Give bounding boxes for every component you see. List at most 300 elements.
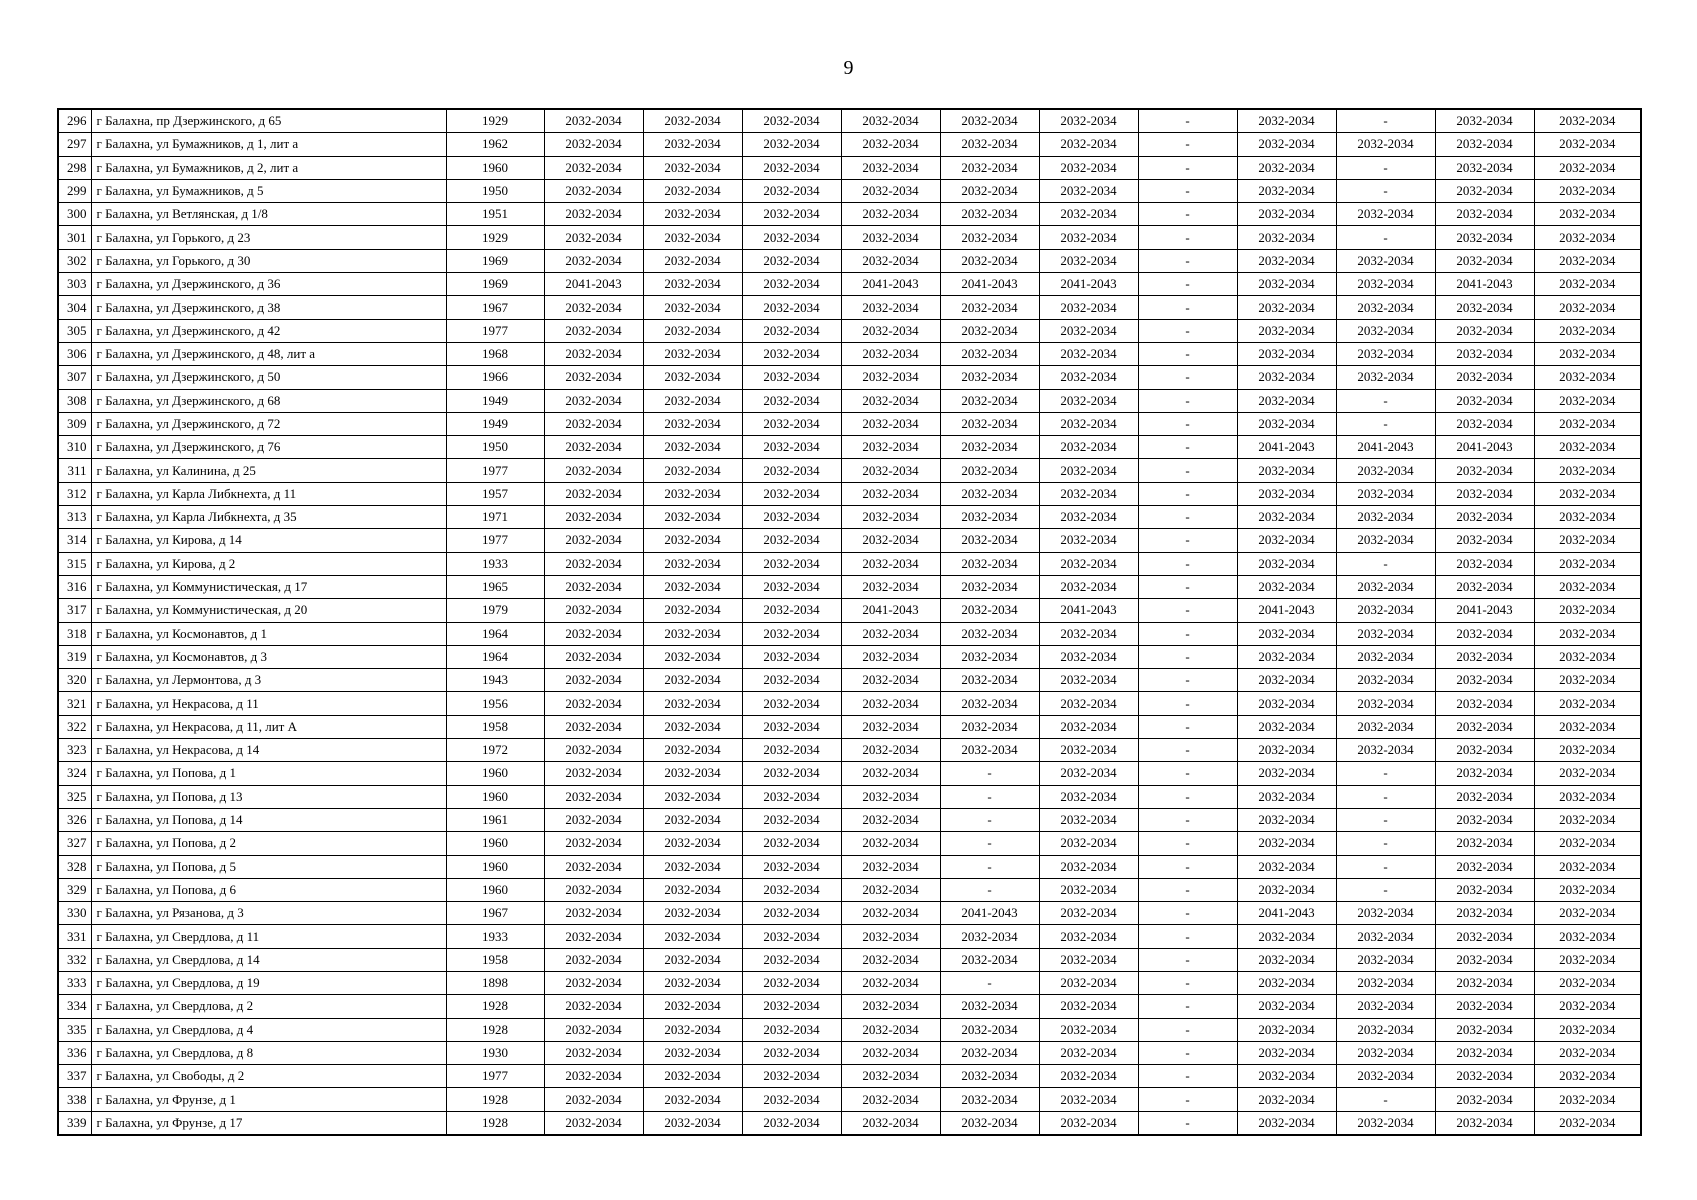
row-number-cell: 319 xyxy=(58,645,91,668)
repair-period-cell: 2041-2043 xyxy=(841,599,940,622)
repair-period-cell: 2032-2034 xyxy=(1039,715,1138,738)
address-cell: г Балахна, ул Фрунзе, д 17 xyxy=(91,1111,446,1135)
table-row xyxy=(58,762,1641,785)
repair-period-cell: 2032-2034 xyxy=(643,296,742,319)
row-number-cell: 320 xyxy=(58,669,91,692)
repair-period-cell: 2032-2034 xyxy=(1435,1018,1534,1041)
repair-period-cell: 2032-2034 xyxy=(742,669,841,692)
year-cell: 1956 xyxy=(446,692,544,715)
repair-period-cell: 2032-2034 xyxy=(841,436,940,459)
repair-period-cell: 2032-2034 xyxy=(841,575,940,598)
repair-period-cell: 2032-2034 xyxy=(643,179,742,202)
repair-period-cell: 2032-2034 xyxy=(1435,1041,1534,1064)
row-number-cell: 314 xyxy=(58,529,91,552)
row-number-cell: 302 xyxy=(58,249,91,272)
repair-period-cell: 2032-2034 xyxy=(643,482,742,505)
address-cell: г Балахна, ул Кирова, д 2 xyxy=(91,552,446,575)
row-number-cell: 304 xyxy=(58,296,91,319)
repair-period-cell: 2032-2034 xyxy=(1435,995,1534,1018)
repair-period-cell: 2032-2034 xyxy=(841,506,940,529)
repair-period-cell: 2032-2034 xyxy=(742,226,841,249)
repair-period-cell: 2032-2034 xyxy=(742,552,841,575)
repair-period-cell: 2032-2034 xyxy=(544,995,643,1018)
row-number-cell: 300 xyxy=(58,203,91,226)
repair-period-cell: 2032-2034 xyxy=(1039,622,1138,645)
repair-period-cell: 2041-2043 xyxy=(1336,436,1435,459)
repair-period-cell: 2032-2034 xyxy=(940,133,1039,156)
year-cell: 1967 xyxy=(446,902,544,925)
repair-period-cell: 2032-2034 xyxy=(643,552,742,575)
row-number-cell: 331 xyxy=(58,925,91,948)
repair-period-cell: 2032-2034 xyxy=(1435,925,1534,948)
repair-period-cell: 2032-2034 xyxy=(1039,133,1138,156)
repair-period-cell: 2032-2034 xyxy=(1336,995,1435,1018)
repair-period-cell: 2032-2034 xyxy=(1237,319,1336,342)
repair-period-cell: 2032-2034 xyxy=(1336,342,1435,365)
year-cell: 1958 xyxy=(446,948,544,971)
table-row xyxy=(58,482,1641,505)
year-cell: 1928 xyxy=(446,1088,544,1111)
repair-period-cell: 2032-2034 xyxy=(841,203,940,226)
repair-period-cell: 2032-2034 xyxy=(742,389,841,412)
repair-period-cell: 2032-2034 xyxy=(544,902,643,925)
repair-period-cell: 2032-2034 xyxy=(1534,855,1641,878)
repair-period-cell: 2032-2034 xyxy=(841,366,940,389)
repair-period-cell: 2032-2034 xyxy=(1039,762,1138,785)
repair-period-cell: 2032-2034 xyxy=(940,319,1039,342)
year-cell: 1965 xyxy=(446,575,544,598)
row-number-cell: 336 xyxy=(58,1041,91,1064)
table-row xyxy=(58,1041,1641,1064)
row-number-cell: 318 xyxy=(58,622,91,645)
repair-period-cell: 2032-2034 xyxy=(544,342,643,365)
repair-period-cell: 2032-2034 xyxy=(940,645,1039,668)
repair-period-cell: 2032-2034 xyxy=(742,179,841,202)
repair-period-cell: 2032-2034 xyxy=(940,296,1039,319)
repair-period-cell: 2032-2034 xyxy=(1237,808,1336,831)
repair-period-cell: 2032-2034 xyxy=(1336,739,1435,762)
repair-period-cell: 2032-2034 xyxy=(742,832,841,855)
repair-period-cell: 2032-2034 xyxy=(742,902,841,925)
row-number-cell: 315 xyxy=(58,552,91,575)
address-cell: г Балахна, ул Бумажников, д 5 xyxy=(91,179,446,202)
repair-period-cell: 2032-2034 xyxy=(544,389,643,412)
repair-period-cell: 2032-2034 xyxy=(643,692,742,715)
repair-period-cell: 2032-2034 xyxy=(841,622,940,645)
repair-period-cell: 2032-2034 xyxy=(940,203,1039,226)
repair-period-cell: 2032-2034 xyxy=(544,878,643,901)
repair-period-cell: 2032-2034 xyxy=(1237,296,1336,319)
repair-period-cell: 2032-2034 xyxy=(841,1018,940,1041)
repair-period-cell: 2032-2034 xyxy=(1237,226,1336,249)
repair-period-cell: 2032-2034 xyxy=(544,575,643,598)
repair-period-cell: 2032-2034 xyxy=(1039,739,1138,762)
repair-period-cell: - xyxy=(1138,995,1237,1018)
repair-period-cell: 2032-2034 xyxy=(1039,389,1138,412)
repair-period-cell: 2032-2034 xyxy=(1534,622,1641,645)
repair-period-cell: 2032-2034 xyxy=(742,412,841,435)
repair-period-cell: 2032-2034 xyxy=(1534,156,1641,179)
repair-period-cell: 2032-2034 xyxy=(544,692,643,715)
repair-period-cell: 2032-2034 xyxy=(841,296,940,319)
repair-period-cell: 2032-2034 xyxy=(1336,948,1435,971)
repair-period-cell: 2032-2034 xyxy=(940,412,1039,435)
repair-period-cell: 2032-2034 xyxy=(742,808,841,831)
repair-period-cell: 2032-2034 xyxy=(544,948,643,971)
repair-period-cell: - xyxy=(1138,389,1237,412)
repair-period-cell: 2032-2034 xyxy=(544,109,643,133)
table-row xyxy=(58,669,1641,692)
repair-period-cell: 2032-2034 xyxy=(1039,925,1138,948)
repair-period-cell: - xyxy=(1138,575,1237,598)
row-number-cell: 298 xyxy=(58,156,91,179)
year-cell: 1977 xyxy=(446,1065,544,1088)
repair-period-cell: 2032-2034 xyxy=(1435,412,1534,435)
repair-period-cell: 2032-2034 xyxy=(742,203,841,226)
repair-period-cell: 2032-2034 xyxy=(1534,575,1641,598)
repair-period-cell: 2032-2034 xyxy=(1039,412,1138,435)
repair-period-cell: 2032-2034 xyxy=(841,902,940,925)
year-cell: 1898 xyxy=(446,971,544,994)
year-cell: 1962 xyxy=(446,133,544,156)
table-row xyxy=(58,342,1641,365)
repair-period-cell: - xyxy=(1138,692,1237,715)
repair-period-cell: 2032-2034 xyxy=(643,855,742,878)
repair-period-cell: 2032-2034 xyxy=(1534,692,1641,715)
repair-period-cell: 2032-2034 xyxy=(1237,342,1336,365)
repair-period-cell: 2032-2034 xyxy=(742,109,841,133)
year-cell: 1977 xyxy=(446,319,544,342)
repair-period-cell: 2032-2034 xyxy=(841,739,940,762)
repair-period-cell: 2032-2034 xyxy=(1237,1041,1336,1064)
repair-period-cell: 2032-2034 xyxy=(1336,249,1435,272)
repair-period-cell: 2032-2034 xyxy=(1039,249,1138,272)
repair-period-cell: 2032-2034 xyxy=(544,249,643,272)
repair-period-cell: 2032-2034 xyxy=(544,1018,643,1041)
repair-period-cell: 2032-2034 xyxy=(1336,902,1435,925)
repair-period-cell: - xyxy=(1138,715,1237,738)
repair-period-cell: 2032-2034 xyxy=(1039,692,1138,715)
repair-period-cell: 2032-2034 xyxy=(544,808,643,831)
repair-period-cell: 2032-2034 xyxy=(742,715,841,738)
year-cell: 1933 xyxy=(446,552,544,575)
table-row xyxy=(58,1065,1641,1088)
repair-period-cell: 2041-2043 xyxy=(1237,599,1336,622)
repair-period-cell: 2032-2034 xyxy=(544,366,643,389)
row-number-cell: 299 xyxy=(58,179,91,202)
repair-period-cell: 2032-2034 xyxy=(841,785,940,808)
repair-period-cell: 2032-2034 xyxy=(1534,645,1641,668)
repair-period-cell: 2032-2034 xyxy=(1534,249,1641,272)
repair-period-cell: - xyxy=(1138,529,1237,552)
repair-period-cell: 2032-2034 xyxy=(1435,109,1534,133)
year-cell: 1960 xyxy=(446,156,544,179)
row-number-cell: 326 xyxy=(58,808,91,831)
row-number-cell: 333 xyxy=(58,971,91,994)
repair-period-cell: 2041-2043 xyxy=(1039,273,1138,296)
table-row xyxy=(58,1111,1641,1135)
repair-period-cell: 2032-2034 xyxy=(940,1111,1039,1135)
repair-period-cell: 2032-2034 xyxy=(544,436,643,459)
table-row xyxy=(58,785,1641,808)
address-cell: г Балахна, ул Калинина, д 25 xyxy=(91,459,446,482)
repair-period-cell: 2032-2034 xyxy=(1237,203,1336,226)
repair-period-cell: 2032-2034 xyxy=(940,715,1039,738)
table-row xyxy=(58,878,1641,901)
repair-period-cell: 2032-2034 xyxy=(1534,1041,1641,1064)
repair-period-cell: 2032-2034 xyxy=(643,249,742,272)
repair-period-cell: 2032-2034 xyxy=(544,645,643,668)
row-number-cell: 334 xyxy=(58,995,91,1018)
repair-period-cell: 2032-2034 xyxy=(1435,692,1534,715)
repair-period-cell: 2032-2034 xyxy=(1435,878,1534,901)
repair-period-cell: - xyxy=(1138,669,1237,692)
repair-period-cell: 2032-2034 xyxy=(1435,855,1534,878)
repair-period-cell: 2032-2034 xyxy=(643,226,742,249)
address-cell: г Балахна, ул Свердлова, д 8 xyxy=(91,1041,446,1064)
repair-period-cell: 2032-2034 xyxy=(643,203,742,226)
repair-period-cell: 2032-2034 xyxy=(1435,506,1534,529)
repair-period-cell: - xyxy=(1138,342,1237,365)
repair-period-cell: 2032-2034 xyxy=(1534,971,1641,994)
repair-period-cell: 2032-2034 xyxy=(643,109,742,133)
repair-period-cell: - xyxy=(1138,1111,1237,1135)
repair-period-cell: 2032-2034 xyxy=(1336,1111,1435,1135)
repair-period-cell: 2032-2034 xyxy=(643,133,742,156)
row-number-cell: 297 xyxy=(58,133,91,156)
repair-period-cell: - xyxy=(940,762,1039,785)
row-number-cell: 316 xyxy=(58,575,91,598)
repair-period-cell: 2032-2034 xyxy=(1534,715,1641,738)
repair-period-cell: 2032-2034 xyxy=(544,971,643,994)
repair-period-cell: 2032-2034 xyxy=(1237,692,1336,715)
repair-period-cell: - xyxy=(1336,855,1435,878)
repair-period-cell: 2032-2034 xyxy=(1039,342,1138,365)
repair-period-cell: 2032-2034 xyxy=(1435,669,1534,692)
repair-period-cell: 2032-2034 xyxy=(1237,366,1336,389)
repair-period-cell: 2032-2034 xyxy=(1534,878,1641,901)
repair-period-cell: 2041-2043 xyxy=(1237,902,1336,925)
repair-period-cell: 2032-2034 xyxy=(544,925,643,948)
year-cell: 1968 xyxy=(446,342,544,365)
repair-period-cell: 2032-2034 xyxy=(742,878,841,901)
repair-period-cell: 2032-2034 xyxy=(1237,506,1336,529)
repair-period-cell: 2032-2034 xyxy=(1039,1088,1138,1111)
repair-period-cell: 2032-2034 xyxy=(841,878,940,901)
year-cell: 1979 xyxy=(446,599,544,622)
repair-period-cell: 2032-2034 xyxy=(742,366,841,389)
table-row xyxy=(58,995,1641,1018)
year-cell: 1949 xyxy=(446,412,544,435)
year-cell: 1964 xyxy=(446,645,544,668)
repair-period-cell: 2032-2034 xyxy=(841,389,940,412)
repair-period-cell: 2032-2034 xyxy=(1237,622,1336,645)
repair-period-cell: 2032-2034 xyxy=(1336,575,1435,598)
table-row xyxy=(58,855,1641,878)
repair-period-cell: 2032-2034 xyxy=(1237,715,1336,738)
address-cell: г Балахна, пр Дзержинского, д 65 xyxy=(91,109,446,133)
repair-period-cell: 2032-2034 xyxy=(643,1111,742,1135)
repair-period-cell: 2032-2034 xyxy=(940,249,1039,272)
repair-period-cell: 2032-2034 xyxy=(940,1018,1039,1041)
table-row xyxy=(58,1088,1641,1111)
repair-period-cell: 2032-2034 xyxy=(1336,319,1435,342)
repair-period-cell: 2032-2034 xyxy=(1336,645,1435,668)
repair-period-cell: 2032-2034 xyxy=(1237,412,1336,435)
row-number-cell: 309 xyxy=(58,412,91,435)
repair-period-cell: - xyxy=(1138,739,1237,762)
repair-period-cell: 2041-2043 xyxy=(1039,599,1138,622)
repair-period-cell: - xyxy=(1138,902,1237,925)
repair-period-cell: 2032-2034 xyxy=(1336,1041,1435,1064)
repair-period-cell: 2032-2034 xyxy=(1435,156,1534,179)
repair-period-cell: 2032-2034 xyxy=(1435,203,1534,226)
repair-period-cell: 2032-2034 xyxy=(841,156,940,179)
repair-period-cell: 2032-2034 xyxy=(742,599,841,622)
repair-period-cell: 2032-2034 xyxy=(841,692,940,715)
row-number-cell: 335 xyxy=(58,1018,91,1041)
table-row xyxy=(58,645,1641,668)
repair-period-cell: - xyxy=(1138,832,1237,855)
table-row xyxy=(58,552,1641,575)
repair-period-cell: - xyxy=(1138,273,1237,296)
repair-period-cell: 2032-2034 xyxy=(1336,925,1435,948)
repair-period-cell: 2032-2034 xyxy=(1237,273,1336,296)
repair-period-cell: 2032-2034 xyxy=(940,575,1039,598)
repair-period-cell: 2032-2034 xyxy=(841,715,940,738)
repair-period-cell: - xyxy=(1138,1088,1237,1111)
repair-period-cell: 2032-2034 xyxy=(1039,366,1138,389)
repair-period-cell: 2032-2034 xyxy=(841,832,940,855)
repair-period-cell: 2041-2043 xyxy=(544,273,643,296)
repair-period-cell: 2032-2034 xyxy=(1435,645,1534,668)
repair-period-cell: 2032-2034 xyxy=(1435,1065,1534,1088)
repair-period-cell: 2032-2034 xyxy=(841,412,940,435)
repair-period-cell: 2032-2034 xyxy=(841,762,940,785)
table-row xyxy=(58,203,1641,226)
repair-period-cell: 2032-2034 xyxy=(1534,832,1641,855)
year-cell: 1933 xyxy=(446,925,544,948)
repair-period-cell: 2032-2034 xyxy=(544,552,643,575)
repair-period-cell: - xyxy=(1138,506,1237,529)
repair-period-cell: 2032-2034 xyxy=(1534,925,1641,948)
table-row xyxy=(58,575,1641,598)
row-number-cell: 338 xyxy=(58,1088,91,1111)
repair-period-cell: 2032-2034 xyxy=(1534,762,1641,785)
row-number-cell: 306 xyxy=(58,342,91,365)
repair-period-cell: 2032-2034 xyxy=(1534,203,1641,226)
repair-period-cell: 2032-2034 xyxy=(742,762,841,785)
table-row xyxy=(58,436,1641,459)
repair-period-cell: - xyxy=(1138,925,1237,948)
row-number-cell: 322 xyxy=(58,715,91,738)
table-body xyxy=(58,109,1641,1135)
repair-period-cell: 2032-2034 xyxy=(1534,342,1641,365)
repair-period-cell: - xyxy=(1138,878,1237,901)
address-cell: г Балахна, ул Попова, д 5 xyxy=(91,855,446,878)
address-cell: г Балахна, ул Космонавтов, д 1 xyxy=(91,622,446,645)
repair-period-cell: - xyxy=(1138,1041,1237,1064)
repair-period-cell: - xyxy=(1138,552,1237,575)
row-number-cell: 307 xyxy=(58,366,91,389)
repair-period-cell: 2032-2034 xyxy=(1039,506,1138,529)
repair-period-cell: 2032-2034 xyxy=(1534,669,1641,692)
repair-period-cell: 2032-2034 xyxy=(1237,762,1336,785)
repair-period-cell: 2032-2034 xyxy=(1237,529,1336,552)
row-number-cell: 324 xyxy=(58,762,91,785)
repair-period-cell: 2032-2034 xyxy=(1534,482,1641,505)
repair-period-cell: 2032-2034 xyxy=(1435,575,1534,598)
repair-period-cell: 2032-2034 xyxy=(742,1018,841,1041)
repair-period-cell: 2032-2034 xyxy=(742,249,841,272)
repair-period-cell: - xyxy=(1138,459,1237,482)
repair-period-cell: - xyxy=(1138,1065,1237,1088)
row-number-cell: 325 xyxy=(58,785,91,808)
repair-period-cell: 2032-2034 xyxy=(1435,552,1534,575)
repair-period-cell: 2032-2034 xyxy=(1534,133,1641,156)
address-cell: г Балахна, ул Попова, д 6 xyxy=(91,878,446,901)
table-row xyxy=(58,389,1641,412)
repair-period-cell: 2032-2034 xyxy=(544,296,643,319)
repair-period-cell: 2032-2034 xyxy=(1039,785,1138,808)
repair-period-cell: - xyxy=(1138,855,1237,878)
repair-period-cell: 2032-2034 xyxy=(1534,506,1641,529)
repair-period-cell: 2032-2034 xyxy=(1039,552,1138,575)
repair-period-cell: 2032-2034 xyxy=(841,808,940,831)
repair-period-cell: 2032-2034 xyxy=(1336,459,1435,482)
repair-period-cell: 2032-2034 xyxy=(1534,599,1641,622)
repair-period-cell: 2032-2034 xyxy=(1534,1088,1641,1111)
repair-period-cell: 2032-2034 xyxy=(1336,529,1435,552)
year-cell: 1960 xyxy=(446,878,544,901)
repair-period-cell: 2032-2034 xyxy=(1039,1065,1138,1088)
repair-period-cell: 2032-2034 xyxy=(1039,902,1138,925)
repair-period-cell: 2032-2034 xyxy=(1534,902,1641,925)
repair-period-cell: 2032-2034 xyxy=(841,971,940,994)
repair-period-cell: 2032-2034 xyxy=(1336,506,1435,529)
repair-period-cell: 2032-2034 xyxy=(1237,133,1336,156)
address-cell: г Балахна, ул Дзержинского, д 48, лит а xyxy=(91,342,446,365)
row-number-cell: 329 xyxy=(58,878,91,901)
row-number-cell: 301 xyxy=(58,226,91,249)
repair-period-cell: 2032-2034 xyxy=(742,459,841,482)
repair-period-cell: 2032-2034 xyxy=(643,739,742,762)
table-row xyxy=(58,832,1641,855)
repair-period-cell: 2032-2034 xyxy=(1039,808,1138,831)
table-row xyxy=(58,925,1641,948)
repair-period-cell: 2032-2034 xyxy=(544,1041,643,1064)
repair-period-cell: 2032-2034 xyxy=(940,529,1039,552)
address-cell: г Балахна, ул Некрасова, д 11 xyxy=(91,692,446,715)
address-cell: г Балахна, ул Некрасова, д 14 xyxy=(91,739,446,762)
repair-period-cell: 2032-2034 xyxy=(1237,156,1336,179)
row-number-cell: 321 xyxy=(58,692,91,715)
address-cell: г Балахна, ул Фрунзе, д 1 xyxy=(91,1088,446,1111)
repair-period-cell: - xyxy=(940,832,1039,855)
repair-period-cell: 2032-2034 xyxy=(742,1041,841,1064)
repair-period-cell: 2032-2034 xyxy=(841,948,940,971)
repair-period-cell: 2032-2034 xyxy=(544,179,643,202)
repair-period-cell: - xyxy=(1138,226,1237,249)
repair-period-cell: 2032-2034 xyxy=(643,156,742,179)
repair-period-cell: - xyxy=(1138,203,1237,226)
repair-period-cell: 2032-2034 xyxy=(1336,296,1435,319)
repair-period-cell: 2032-2034 xyxy=(1237,249,1336,272)
repair-period-cell: 2032-2034 xyxy=(841,459,940,482)
repair-period-cell: - xyxy=(1138,948,1237,971)
repair-period-cell: 2032-2034 xyxy=(1336,1065,1435,1088)
repair-period-cell: 2032-2034 xyxy=(1039,529,1138,552)
